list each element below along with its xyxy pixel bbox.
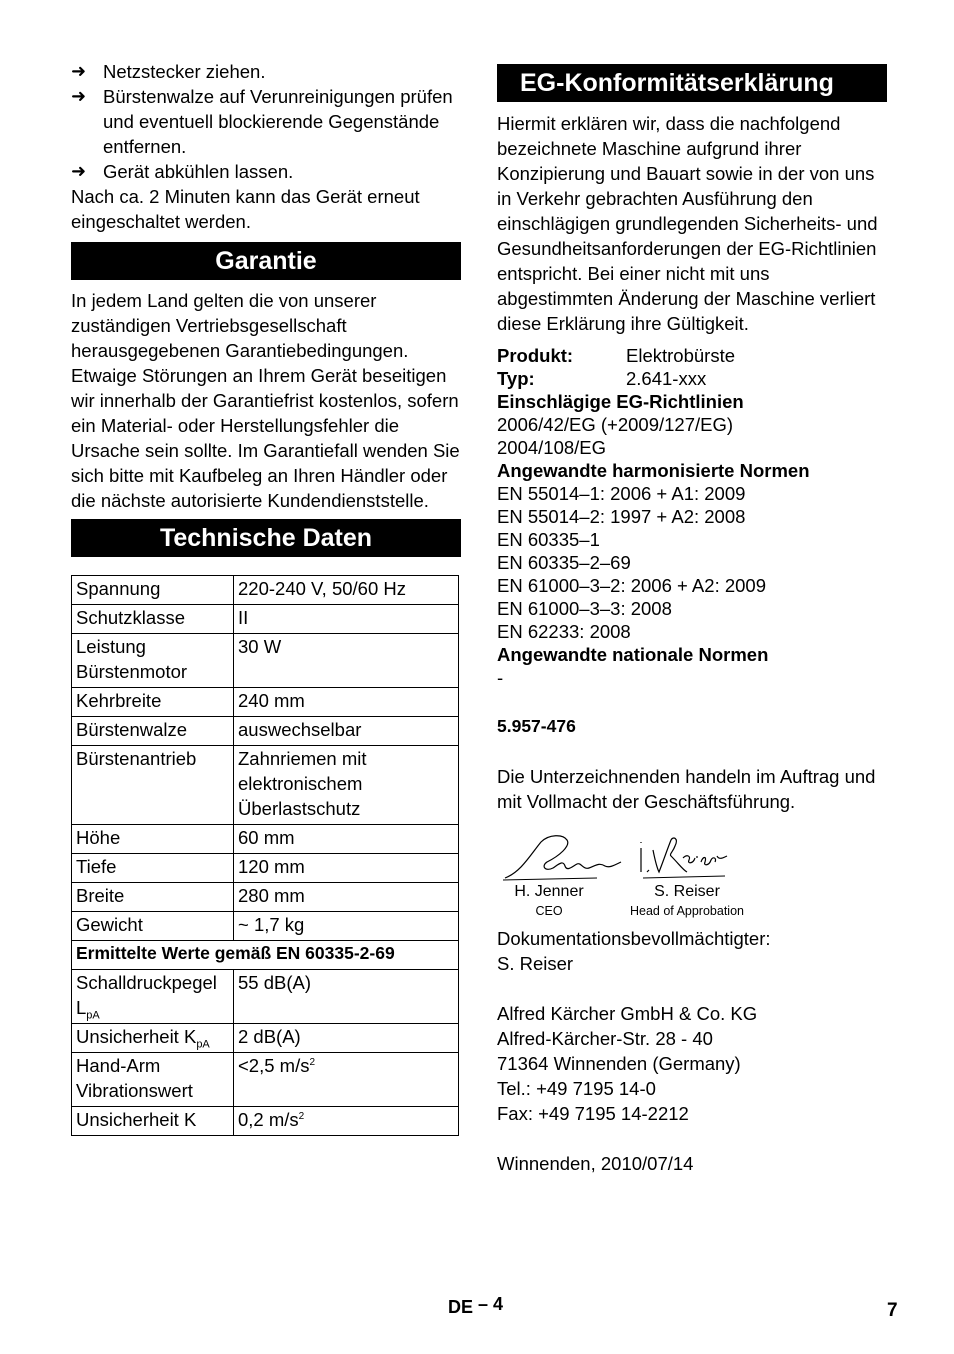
- table-row: Unsicherheit $K_{pA}$ 2 dB(A): [72, 1024, 459, 1053]
- table-row: Gewicht ~ 1,7 kg: [72, 912, 459, 941]
- declaration-intro: Hiermit erklären wir, dass die nachfolgend bezeichnete Maschine aufgrund ihrer Konzipierung und Bauart sowie in der von uns in Verkehr gebrachten Ausführung den einschlägigen grundlegenden Sicherheits- und Gesundheitsanforderungen der EG-Richtlinien entspricht. Bei einer nicht mit uns abgestimmten Änderung der Maschine verliert diese Erklärung ihre Gültigkeit.: [497, 113, 878, 334]
- norm-item: EN 55014–1: 2006 + A1: 2009: [497, 483, 746, 504]
- richtlinie-item: 2006/42/EG (+2009/127/EG): [497, 414, 734, 435]
- national-value: -: [497, 667, 504, 688]
- restart-note: Nach ca. 2 Minuten kann das Gerät erneut eingeschaltet werden.: [71, 186, 420, 232]
- tech-table: [71, 575, 459, 1136]
- arrow-right-icon: ➜: [71, 86, 87, 106]
- company-address: [497, 1001, 887, 1126]
- norm-item: EN 55014–2: 1997 + A2: 2008: [497, 506, 746, 527]
- norm-item: EN 60335–2–69: [497, 552, 631, 573]
- signature-reiser: [635, 834, 731, 884]
- left-column: [71, 59, 461, 1136]
- table-row: Bürstenwalze auswechselbar: [72, 717, 459, 746]
- table-row: Schutzklasse II: [72, 605, 459, 634]
- table-row: Tiefe 120 mm: [72, 854, 459, 883]
- signature-jenner: [501, 832, 627, 884]
- footer-section-page: DE – 4: [448, 1294, 504, 1317]
- typ-row: Typ: 2.641-xxx: [497, 368, 707, 389]
- norm-item: EN 62233: 2008: [497, 621, 631, 642]
- garantie-text: In jedem Land gelten die von unserer zuständigen Vertriebsgesellschaft herausgegebenen Garantiebedingungen. Etwaige Störungen an Ihrem Gerät beseitigen wir innerhalb der Garantiefrist kostenlos, sofern ein Material- oder Herstellungsfehler die Ursache sein sollte. Im Garantiefall wenden Sie sich bitte mit Kaufbeleg an Ihren Händler oder die nächste autorisierte Kundendienststelle.: [71, 290, 460, 511]
- table-row: Bürstenantrieb Zahnriemen mit elektronischem Überlastschutz: [72, 746, 459, 825]
- step-item: ➜ Netzstecker ziehen.: [71, 61, 266, 82]
- page-number: 7: [887, 1300, 898, 1321]
- tech-heading: Technische Daten: [71, 519, 461, 557]
- step-item: ➜ Gerät abkühlen lassen.: [71, 161, 294, 182]
- declaration-heading: EG-Konformitätserklärung: [497, 64, 887, 102]
- table-section-row: Ermittelte Werte gemäß EN 60335-2-69: [72, 941, 459, 970]
- table-row: Kehrbreite 240 mm: [72, 688, 459, 717]
- signer-reiser: S. Reiser Head of Approbation: [630, 883, 744, 918]
- table-row: Höhe 60 mm: [72, 825, 459, 854]
- address-line: Alfred Kärcher GmbH & Co. KG: [497, 1003, 758, 1024]
- table-row: Leistung Bürstenmotor 30 W: [72, 634, 459, 688]
- table-row: Spannung 220-240 V, 50/60 Hz: [72, 576, 459, 605]
- richtlinie-item: 2004/108/EG: [497, 437, 607, 458]
- norm-item: EN 60335–1: [497, 529, 600, 550]
- address-line: 71364 Winnenden (Germany): [497, 1053, 741, 1074]
- richtlinien-label: Einschlägige EG-Richtlinien: [497, 391, 744, 412]
- place-date: Winnenden, 2010/07/14: [497, 1153, 694, 1174]
- signatures: [497, 832, 887, 922]
- signer-jenner: H. Jenner CEO: [514, 883, 584, 918]
- right-column: [497, 64, 887, 1176]
- norm-item: EN 61000–3–3: 2008: [497, 598, 672, 619]
- produkt-row: Produkt: Elektrobürste: [497, 345, 735, 366]
- document-number: 5.957-476: [497, 716, 576, 736]
- address-line: Tel.: +49 7195 14-0: [497, 1078, 656, 1099]
- signing-text: Die Unterzeichnenden handeln im Auftrag und mit Vollmacht der Geschäftsführung.: [497, 766, 876, 812]
- table-row: Hand-Arm Vibrationswert <2,5 $m/s^2$: [72, 1053, 459, 1107]
- address-line: Alfred-Kärcher-Str. 28 - 40: [497, 1028, 713, 1049]
- table-row: Unsicherheit K 0,2 $m/s^2$: [72, 1107, 459, 1136]
- doc-representative-name: S. Reiser: [497, 953, 574, 974]
- doc-representative-label: Dokumentationsbevollmächtigter:: [497, 928, 771, 949]
- table-row: Schalldruckpegel $L_{pA}$ 55 dB(A): [72, 970, 459, 1024]
- step-item: ➜ Bürstenwalze auf Verunreinigungen prüfen und eventuell blockierende Gegenstände entfernen.: [71, 86, 453, 157]
- arrow-right-icon: ➜: [71, 61, 87, 81]
- national-label: Angewandte nationale Normen: [497, 644, 769, 665]
- address-line: Fax: +49 7195 14-2212: [497, 1103, 689, 1124]
- arrow-right-icon: ➜: [71, 161, 87, 181]
- normen-label: Angewandte harmonisierte Normen: [497, 460, 810, 481]
- garantie-heading: Garantie: [71, 242, 461, 280]
- table-row: Breite 280 mm: [72, 883, 459, 912]
- norm-item: EN 61000–3–2: 2006 + A2: 2009: [497, 575, 766, 596]
